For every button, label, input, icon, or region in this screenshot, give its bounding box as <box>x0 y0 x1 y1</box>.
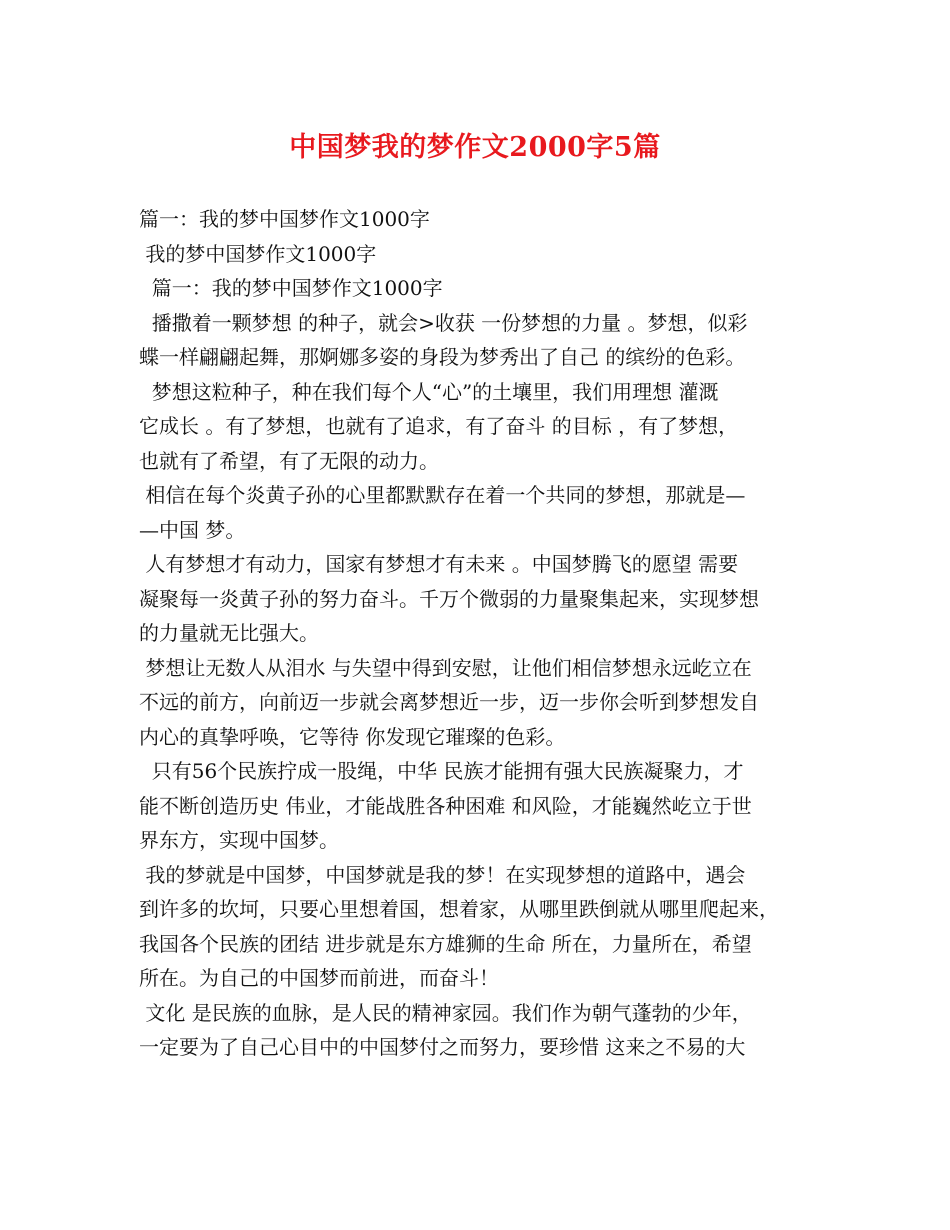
text-line: 所在。为自己的中国梦而前进，而奋斗！ <box>139 966 499 990</box>
text-line: 蝶一样翩翩起舞，那婀娜多姿的身段为梦秀出了自己 的缤纷的色彩。 <box>139 345 746 369</box>
text-line: 我国各个民族的团结 进步就是东方雄狮的生命 所在，力量所在，希望 <box>139 931 752 956</box>
document-title: 中国梦我的梦作文2000字5篇 <box>289 132 661 163</box>
text-line: 我的梦中国梦作文1000字 <box>139 241 377 266</box>
text-line: —中国 梦。 <box>139 517 246 542</box>
document-body <box>139 202 815 1065</box>
text-line: 一定要为了自己心目中的中国梦付之而努力，要珍惜 这来之不易的大 <box>139 1035 746 1059</box>
text-line: 到许多的坎坷，只要心里想着国，想着家，从哪里跌倒就从哪里爬起来， <box>139 897 779 921</box>
text-line: 能不断创造历史 伟业，才能战胜各种困难 和风险，才能巍然屹立于世 <box>139 793 752 818</box>
text-line: 篇一：我的梦中国梦作文1000字 <box>139 276 443 300</box>
text-line: 也就有了希望，有了无限的动力。 <box>139 448 439 473</box>
text-line: 内心的真挚呼唤，它等待 你发现它璀璨的色彩。 <box>139 724 566 749</box>
text-line: 文化 是民族的血脉，是人民的精神家园。我们作为朝气蓬勃的少年， <box>139 1000 752 1025</box>
text-line: 人有梦想才有动力，国家有梦想才有未来 。中国梦腾飞的愿望 需要 <box>139 552 739 576</box>
text-line: 播撒着一颗梦想 的种子，就会>收获 一份梦想的力量 。梦想，似彩 <box>139 310 748 335</box>
text-line: 不远的前方，向前迈一步就会离梦想近一步，迈一步你会听到梦想发自 <box>139 690 759 714</box>
text-line: 只有56个民族拧成一股绳，中华 民族才能拥有强大民族凝聚力，才 <box>139 759 744 783</box>
text-line: 我的梦就是中国梦，中国梦就是我的梦！在实现梦想的道路中，遇会 <box>139 862 746 887</box>
text-line: 它成长 。有了梦想，也就有了追求，有了奋斗 的目标 ，有了梦想， <box>139 414 739 438</box>
text-line: 篇一：我的梦中国梦作文1000字 <box>139 207 430 231</box>
text-line: 凝聚每一炎黄子孙的努力奋斗。千万个微弱的力量聚集起来，实现梦想 <box>139 586 759 611</box>
text-line: 相信在每个炎黄子孙的心里都默默存在着一个共同的梦想，那就是— <box>139 483 746 507</box>
text-line: 界东方，实现中国梦。 <box>139 828 339 852</box>
text-line: 梦想让无数人从泪水 与失望中得到安慰，让他们相信梦想永远屹立在 <box>139 655 752 680</box>
text-line: 的力量就无比强大。 <box>139 621 319 645</box>
text-line: 梦想这粒种子，种在我们每个人“心”的土壤里，我们用理想 灌溉 <box>139 379 719 404</box>
